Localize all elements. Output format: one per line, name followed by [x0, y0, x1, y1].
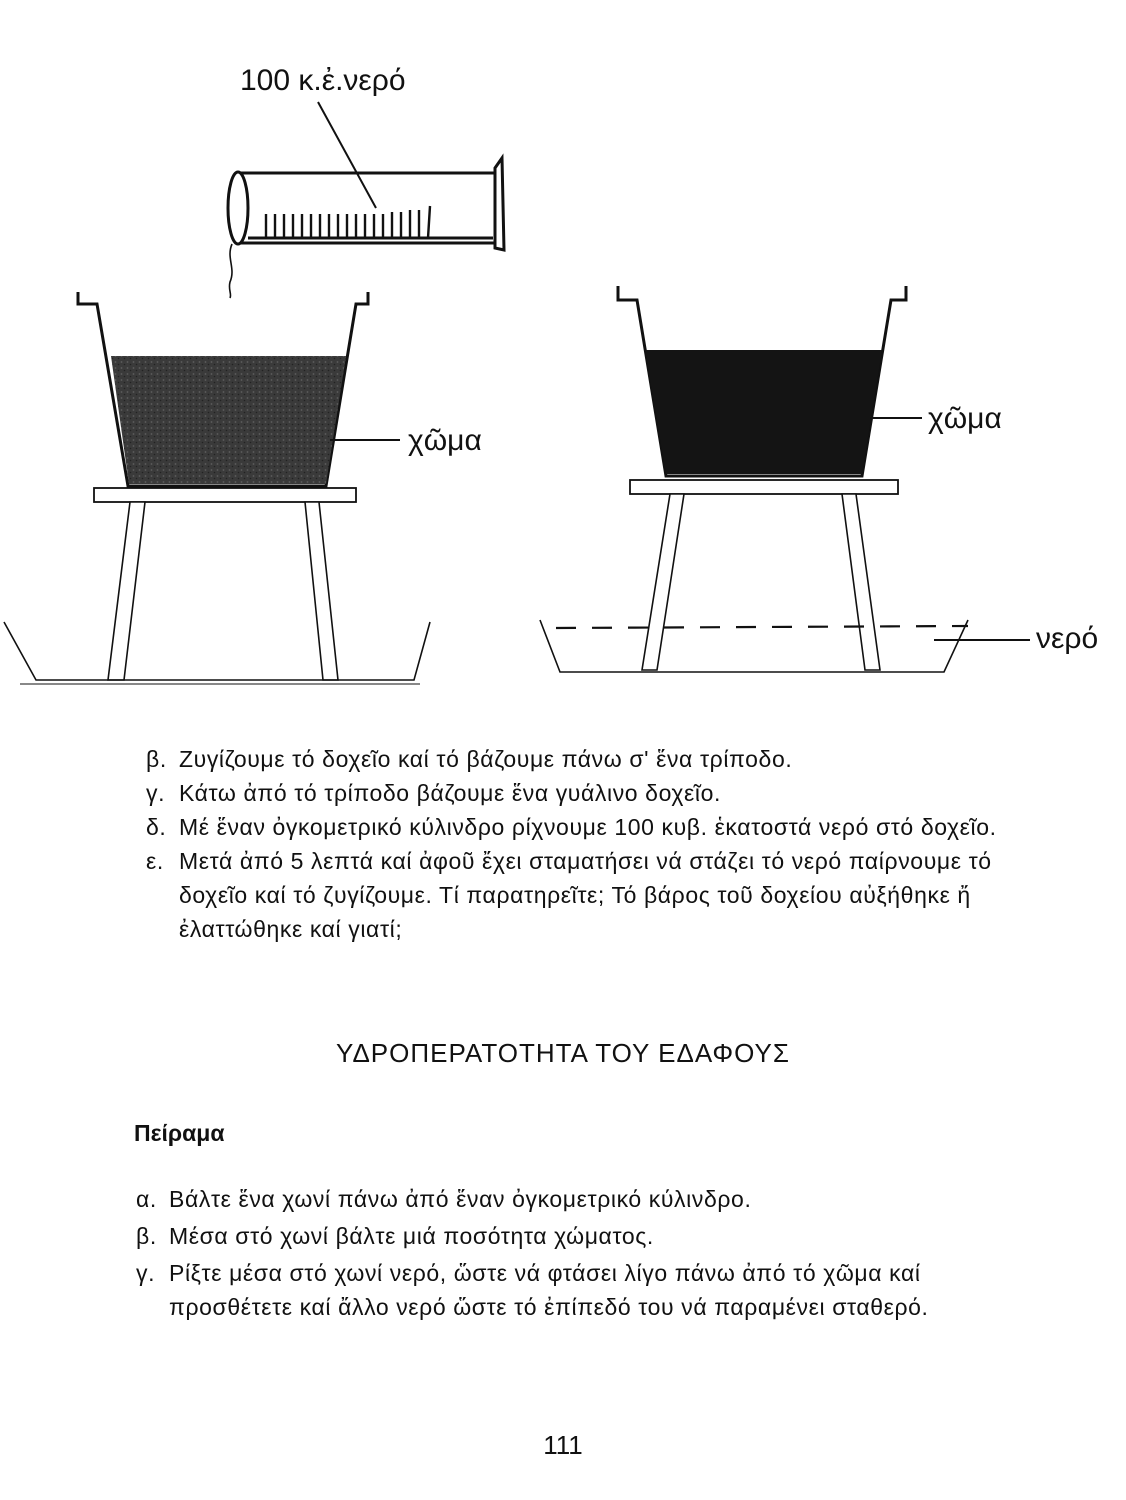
water-level-dashed	[556, 626, 968, 628]
cylinder-label: 100 κ.ἐ.νερό	[240, 64, 406, 97]
cylinder-base	[495, 158, 504, 250]
step-text: Μετά ἀπό 5 λεπτά καί ἀφοῦ ἔχει σταματήσει νά στάζει τό νερό παίρνουμε τό δοχεῖο καί τό ζυγίζουμε. Τί παρατηρεῖτε; Τό βάρος τοῦ δοχείου αὐξήθηκε ἤ ἐλαττώθηκε καί γιατί;	[179, 848, 992, 942]
step-marker: α.	[136, 1186, 157, 1212]
left-apparatus	[4, 292, 482, 684]
step-gamma	[146, 776, 1039, 810]
step-beta	[136, 1219, 1039, 1253]
cylinder-mouth	[228, 172, 248, 244]
step-gamma	[136, 1256, 1039, 1324]
pouring-stream	[229, 244, 232, 298]
right-soil	[645, 350, 882, 474]
step-marker: γ.	[146, 780, 166, 806]
procedure-steps-top	[146, 742, 1039, 946]
right-tripod-top	[630, 480, 898, 494]
step-text: Ρίξτε μέσα στό χωνί νερό, ὥστε νά φτάσει λίγο πάνω ἀπό τό χῶμα καί προσθέτετε καί ἄλλο νερό ὥστε τό ἐπίπεδό του νά παραμένει σταθερό.	[169, 1260, 929, 1320]
page-number: 111	[543, 1430, 583, 1460]
graduated-cylinder	[228, 64, 504, 298]
step-beta	[146, 742, 1039, 776]
step-marker: β.	[136, 1223, 157, 1249]
cylinder-label-leader	[318, 102, 376, 208]
step-text: Μέ ἕναν ὀγκομετρικό κύλινδρο ρίχνουμε 100 κυβ. ἑκατοστά νερό στό δοχεῖο.	[179, 814, 997, 840]
right-tripod-legs	[642, 494, 880, 670]
step-epsilon	[146, 844, 1039, 946]
left-glass-container	[4, 622, 430, 680]
procedure-steps-bottom	[136, 1182, 1039, 1324]
left-tripod-top	[94, 488, 356, 502]
right-apparatus	[540, 286, 1098, 672]
step-marker: β.	[146, 746, 167, 772]
left-tripod-legs	[108, 502, 338, 680]
right-soil-label: χῶμα	[928, 402, 1002, 435]
step-delta	[146, 810, 1039, 844]
step-alpha	[136, 1182, 1039, 1216]
water-label: νερό	[1036, 622, 1099, 655]
section-title: ΥΔΡΟΠΕΡΑΤΟΤΗΤΑ ΤΟΥ ΕΔΑΦΟΥΣ	[336, 1038, 790, 1068]
step-marker: ε.	[146, 848, 164, 874]
step-marker: γ.	[136, 1260, 156, 1286]
left-soil	[111, 356, 346, 484]
graduation-marks	[266, 206, 430, 238]
experiment-illustration	[0, 0, 1126, 720]
step-text: Βάλτε ἕνα χωνί πάνω ἀπό ἕναν ὀγκομετρικό κύλινδρο.	[169, 1186, 752, 1212]
cylinder-body	[238, 173, 495, 243]
step-marker: δ.	[146, 814, 167, 840]
experiment-heading: Πείραμα	[134, 1120, 225, 1146]
step-text: Ζυγίζουμε τό δοχεῖο καί τό βάζουμε πάνω σ' ἕνα τρίποδο.	[179, 746, 793, 772]
step-text: Κάτω ἀπό τό τρίποδο βάζουμε ἕνα γυάλινο δοχεῖο.	[179, 780, 721, 806]
step-text: Μέσα στό χωνί βάλτε μιά ποσότητα χώματος.	[169, 1223, 654, 1249]
left-soil-label: χῶμα	[408, 424, 482, 457]
